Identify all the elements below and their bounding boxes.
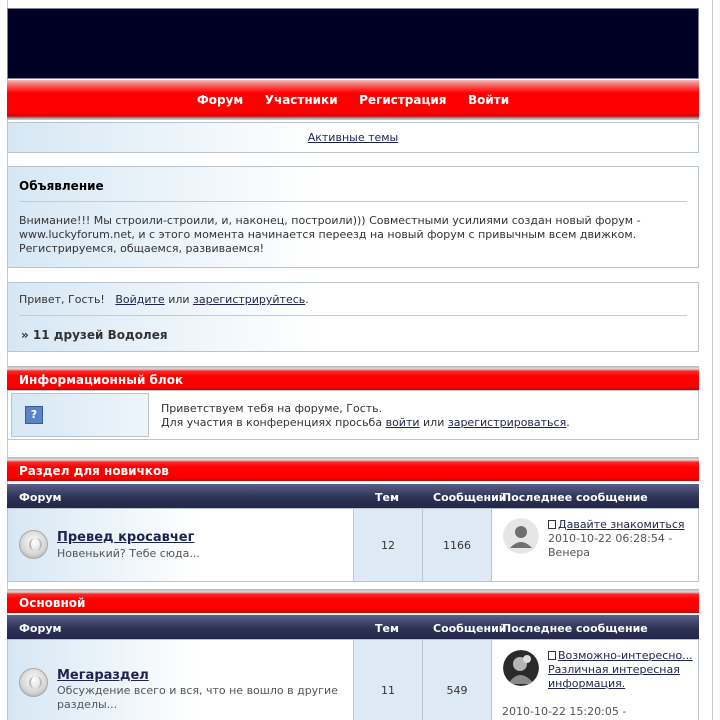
info-line-2 — [161, 416, 570, 430]
info-or: или — [423, 416, 445, 429]
document-icon — [548, 651, 556, 660]
avatar[interactable] — [503, 518, 539, 554]
info-icon-cell — [11, 393, 149, 437]
avatar[interactable] — [503, 650, 539, 686]
active-topics-link[interactable]: Активные темы — [307, 131, 399, 144]
col-topics: Тем — [375, 622, 399, 635]
greeting-or: или — [168, 293, 190, 306]
nav-login[interactable]: Войти — [468, 93, 510, 107]
info-dot: . — [566, 416, 570, 429]
register-link[interactable]: зарегистрируйтесь — [193, 293, 306, 306]
forum-status-icon — [19, 668, 48, 697]
topics-cell — [354, 640, 423, 720]
question-icon: ? — [25, 406, 43, 424]
last-post-user[interactable]: Венера — [548, 546, 590, 559]
greeting-dot: . — [305, 293, 309, 306]
info-login-link[interactable]: войти — [385, 416, 420, 429]
last-post-cell — [492, 509, 698, 581]
announcement-text: Внимание!!! Мы строили-строили, и, наконец, построили))) Совместными усилиями создан новый форум - www.luckyforum.net, и с этого момента начинается переезд на новый форум с привычным всем движком. Регистрируемся, общаемся, развиваемся! — [19, 214, 641, 255]
last-post-title-line — [548, 649, 696, 691]
col-forum: Форум — [19, 622, 62, 635]
forum-title-link[interactable]: Превед кросавчег — [57, 530, 195, 545]
forum-cell — [8, 509, 354, 581]
posts-cell — [423, 509, 492, 581]
last-post-info — [548, 518, 694, 560]
login-link[interactable]: Войдите — [115, 293, 165, 306]
info-line-2-prefix: Для участия в конференциях просьба — [161, 416, 383, 429]
forum-row — [7, 639, 699, 720]
last-post-date: 2010-10-22 15:20:05 - — [502, 705, 627, 718]
info-register-link[interactable]: зарегистрироваться — [447, 416, 567, 429]
last-post-title-line — [548, 518, 694, 532]
info-block-header: Информационный блок — [7, 366, 699, 390]
forum-description: Обсуждение всего и вся, что не вошло в другие разделы... — [57, 684, 338, 711]
forum-cell — [8, 640, 354, 720]
posts-count: 549 — [446, 684, 468, 697]
topics-count: 11 — [381, 684, 395, 697]
section-newbies-header: Раздел для новичков — [7, 457, 699, 481]
greeting-line — [19, 293, 687, 316]
active-topics-bar — [7, 122, 699, 153]
col-posts: Сообщений — [433, 622, 507, 635]
posts-count: 1166 — [443, 539, 471, 552]
forum-row — [7, 508, 699, 582]
forum-banner — [7, 8, 699, 79]
topics-count: 12 — [381, 539, 395, 552]
info-line-1: Приветствуем тебя на форуме, Гость. — [161, 402, 383, 415]
section-newbies-table-header — [7, 484, 699, 508]
forum-title-link[interactable]: Мегараздел — [57, 668, 149, 683]
last-post-date: 2010-10-22 06:28:54 - — [548, 532, 673, 545]
last-post-cell — [492, 640, 698, 720]
topics-cell — [354, 509, 423, 581]
info-block-body — [7, 390, 699, 440]
info-text — [161, 402, 570, 430]
section-main-table-header — [7, 615, 699, 639]
last-post-link[interactable]: Давайте знакомиться — [558, 518, 685, 531]
forum-description: Новенький? Тебе сюда... — [57, 547, 200, 560]
nav-forum[interactable]: Форум — [196, 93, 244, 107]
last-post-link[interactable]: Возможно-интересно... Различная интересная информация. — [548, 649, 693, 690]
friends-link[interactable]: » 11 друзей Водолея — [21, 328, 168, 342]
announcement-box — [7, 166, 699, 268]
col-forum: Форум — [19, 491, 62, 504]
col-last: Последнее сообщение — [502, 622, 648, 635]
forum-status-icon — [19, 530, 48, 559]
greeting-prefix: Привет, Гость! — [19, 293, 105, 306]
posts-cell — [423, 640, 492, 720]
greeting-box — [7, 282, 699, 352]
col-topics: Тем — [375, 491, 399, 504]
last-post-info — [548, 649, 696, 691]
nav-register[interactable]: Регистрация — [359, 93, 447, 107]
section-main-header: Основной — [7, 589, 699, 613]
document-icon — [548, 520, 556, 529]
col-posts: Сообщений — [433, 491, 507, 504]
main-navigation — [7, 80, 699, 120]
nav-members[interactable]: Участники — [264, 93, 338, 107]
announcement-title: Объявление — [19, 179, 687, 202]
col-last: Последнее сообщение — [502, 491, 648, 504]
